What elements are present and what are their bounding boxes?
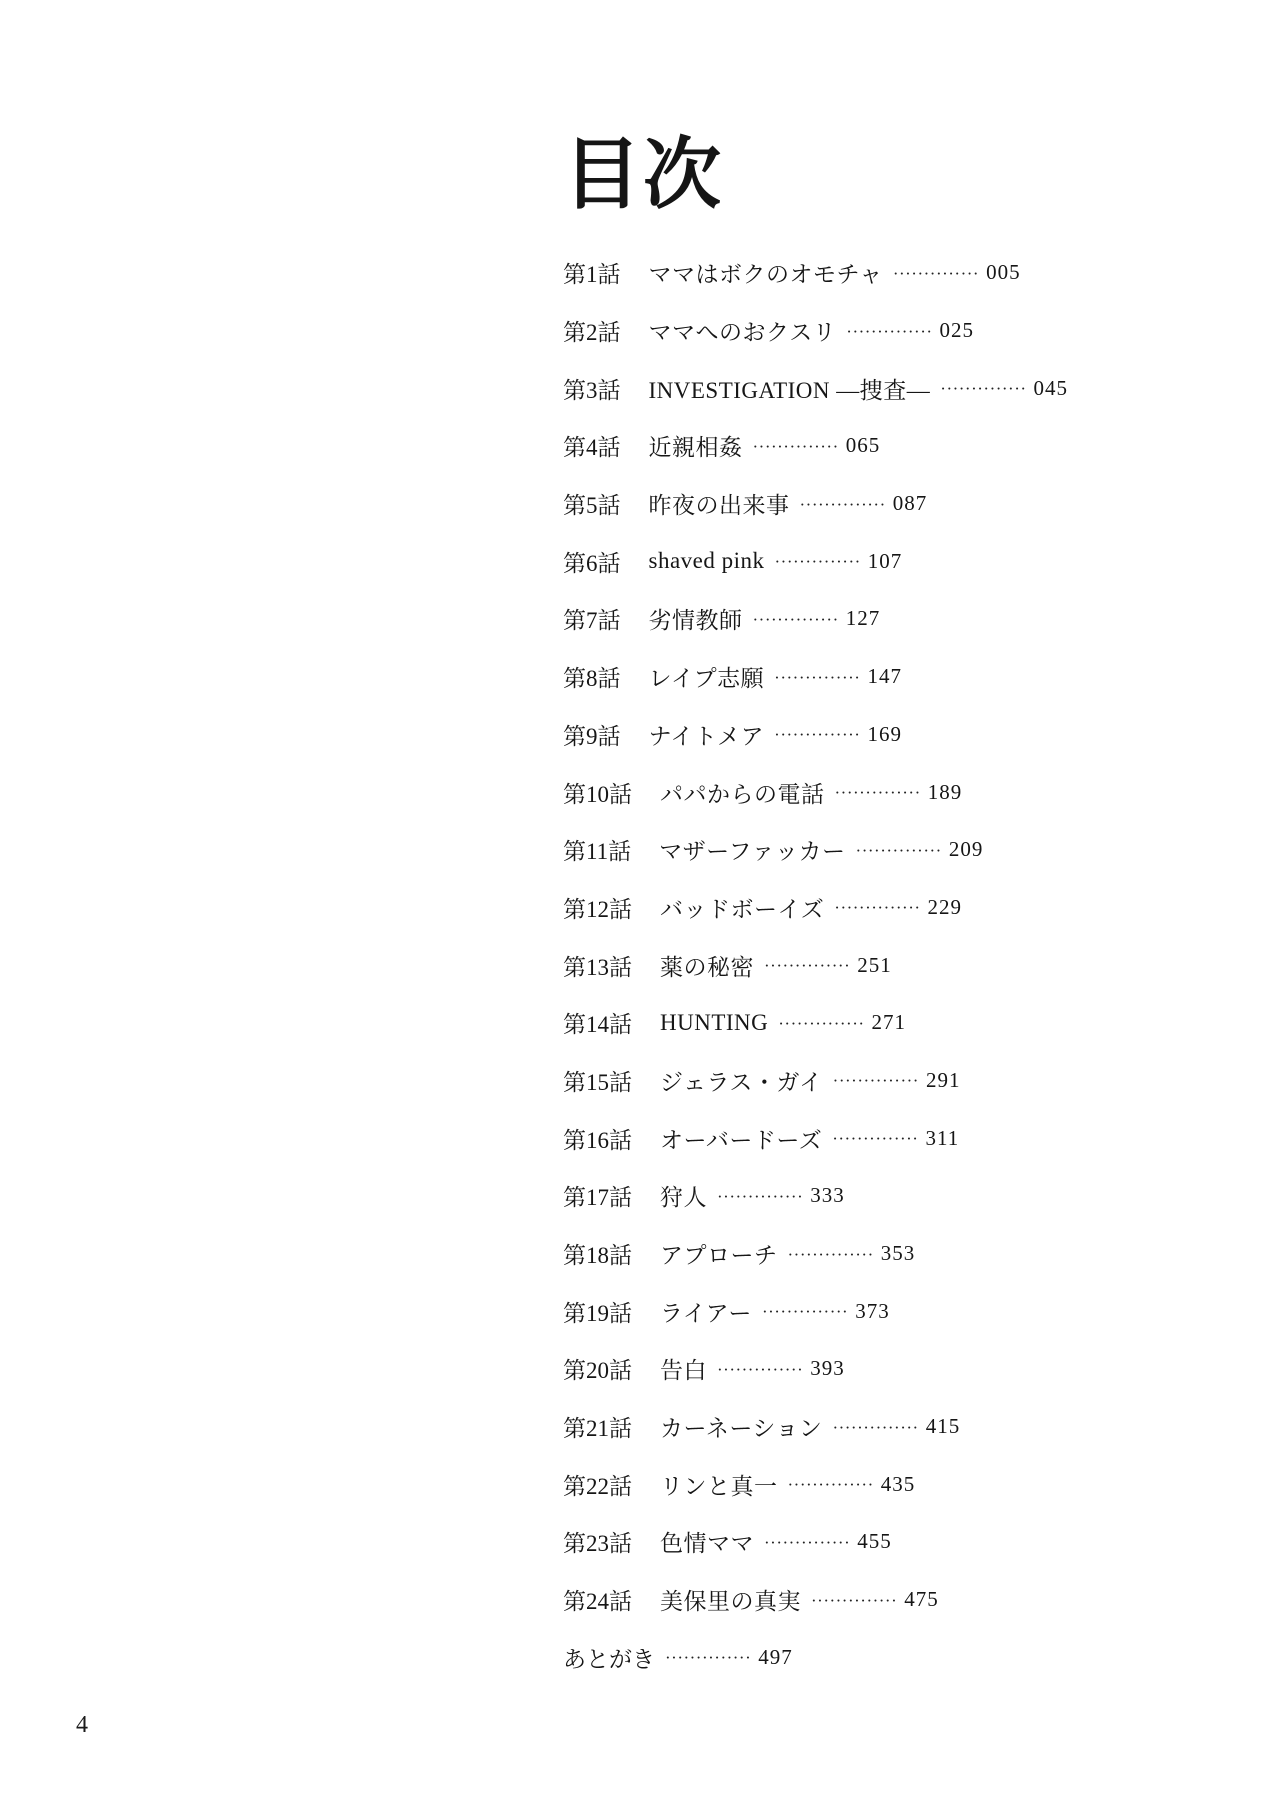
toc-entry xyxy=(563,821,1068,879)
chapter-label: 第8話 xyxy=(563,666,621,692)
leader-dots: ·············· xyxy=(717,1186,804,1206)
leader-dots: ·············· xyxy=(834,898,921,918)
toc-entry xyxy=(563,244,1068,302)
leader-dots: ·············· xyxy=(834,783,921,803)
chapter-label: 第1話 xyxy=(563,262,621,288)
chapter-title: INVESTIGATION ―捜査― xyxy=(648,377,931,403)
chapter-label: 第17話 xyxy=(563,1185,632,1211)
chapter-title: 美保里の真実 xyxy=(660,1589,801,1615)
leader-dots: ·············· xyxy=(787,1475,874,1495)
leader-dots: ·············· xyxy=(665,1648,752,1668)
leader-dots: ·············· xyxy=(752,609,839,629)
chapter-title: レイプ志願 xyxy=(648,666,765,692)
page-title: 目次 xyxy=(563,131,724,218)
toc-entry xyxy=(563,417,1068,475)
toc-entry xyxy=(563,590,1068,648)
chapter-title: HUNTING xyxy=(660,1009,769,1035)
chapter-page-number: 435 xyxy=(880,1471,916,1496)
chapter-title: マザーファッカー xyxy=(659,839,846,865)
toc-entry xyxy=(563,1455,1068,1513)
chapter-title: リンと真一 xyxy=(660,1473,778,1499)
chapter-title: アプローチ xyxy=(660,1243,778,1269)
chapter-title: ママはボクのオモチャ xyxy=(648,262,883,288)
chapter-page-number: 311 xyxy=(925,1125,960,1150)
leader-dots: ·············· xyxy=(832,1129,919,1149)
toc-entry xyxy=(563,763,1068,821)
chapter-title: パパからの電話 xyxy=(660,781,825,807)
chapter-label: 第24話 xyxy=(563,1589,632,1615)
chapter-page-number: 087 xyxy=(892,491,928,516)
toc-entry xyxy=(563,648,1068,706)
chapter-label: 第22話 xyxy=(563,1473,632,1499)
toc-entry xyxy=(563,1629,1068,1687)
leader-dots: ·············· xyxy=(892,263,980,283)
chapter-page-number: 229 xyxy=(927,894,963,919)
toc-entry xyxy=(563,359,1068,417)
chapter-label: 第14話 xyxy=(563,1012,632,1038)
chapter-title: ジェラス・ガイ xyxy=(660,1069,823,1095)
chapter-label: 第7話 xyxy=(563,608,621,634)
chapter-page-number: 147 xyxy=(867,664,902,689)
leader-dots: ·············· xyxy=(940,379,1027,399)
toc-entry xyxy=(563,1225,1068,1283)
chapter-label: 第13話 xyxy=(563,954,632,980)
chapter-title: 告白 xyxy=(660,1358,707,1384)
chapter-page-number: 373 xyxy=(855,1298,890,1323)
chapter-page-number: 169 xyxy=(867,721,902,746)
chapter-page-number: 353 xyxy=(880,1241,916,1266)
leader-dots: ·············· xyxy=(832,1071,919,1091)
toc-entry xyxy=(563,936,1068,994)
toc-entry xyxy=(563,1167,1068,1225)
chapter-title: shaved pink xyxy=(648,548,765,574)
toc-entry xyxy=(563,994,1068,1052)
chapter-label: 第21話 xyxy=(563,1416,632,1442)
chapter-label: 第2話 xyxy=(563,320,621,346)
toc-entry xyxy=(563,1571,1068,1629)
toc-entry xyxy=(563,1340,1068,1398)
leader-dots: ·············· xyxy=(764,1532,851,1552)
leader-dots: ·············· xyxy=(799,494,886,514)
chapter-label: 第10話 xyxy=(563,781,632,807)
leader-dots: ·············· xyxy=(846,321,933,341)
chapter-label: 第5話 xyxy=(563,493,621,519)
chapter-label: 第20話 xyxy=(563,1358,632,1384)
chapter-page-number: 251 xyxy=(857,952,892,977)
chapter-page-number: 045 xyxy=(1033,375,1069,400)
chapter-title: カーネーション xyxy=(660,1416,823,1442)
leader-dots: ·············· xyxy=(832,1417,919,1437)
toc-entry xyxy=(563,302,1068,360)
chapter-label: 第18話 xyxy=(563,1243,632,1269)
leader-dots: ·············· xyxy=(752,436,839,456)
toc-entry xyxy=(563,1109,1068,1167)
toc-entry xyxy=(563,879,1068,937)
chapter-page-number: 127 xyxy=(845,606,881,631)
toc-entry xyxy=(563,1282,1068,1340)
toc-entry xyxy=(563,1513,1068,1571)
toc-entry xyxy=(563,1052,1068,1110)
chapter-title: 狩人 xyxy=(660,1185,707,1211)
leader-dots: ·············· xyxy=(717,1359,804,1379)
chapter-title: 近親相姦 xyxy=(648,435,743,461)
chapter-title: ライアー xyxy=(660,1300,752,1326)
leader-dots: ·············· xyxy=(774,725,861,745)
chapter-label: 第4話 xyxy=(563,435,621,461)
toc-entry xyxy=(563,1398,1068,1456)
chapter-title: 劣情教師 xyxy=(648,608,743,634)
leader-dots: ·············· xyxy=(778,1013,865,1033)
chapter-title: オーバードーズ xyxy=(660,1127,823,1153)
leader-dots: ·············· xyxy=(774,667,861,687)
chapter-page-number: 455 xyxy=(857,1529,892,1554)
chapter-label: 第23話 xyxy=(563,1531,632,1557)
chapter-page-number: 475 xyxy=(904,1587,939,1612)
page-number: 4 xyxy=(76,1712,88,1738)
chapter-label: 第12話 xyxy=(563,896,632,922)
leader-dots: ·············· xyxy=(774,552,861,572)
chapter-title: バッドボーイズ xyxy=(660,896,825,922)
chapter-page-number: 497 xyxy=(758,1644,793,1669)
chapter-label: 第15話 xyxy=(563,1069,632,1095)
chapter-label: 第6話 xyxy=(563,550,621,576)
chapter-label: 第19話 xyxy=(563,1300,632,1326)
chapter-page-number: 025 xyxy=(939,318,975,343)
chapter-title: 色情ママ xyxy=(660,1531,754,1557)
chapter-label: 第3話 xyxy=(563,377,621,403)
chapter-page-number: 107 xyxy=(867,548,903,573)
chapter-label: 第16話 xyxy=(563,1127,632,1153)
toc-entry xyxy=(563,706,1068,764)
toc-entry xyxy=(563,475,1068,533)
chapter-page-number: 065 xyxy=(845,433,881,458)
chapter-page-number: 291 xyxy=(925,1067,961,1092)
toc-list xyxy=(563,244,1068,1686)
toc-entry xyxy=(563,532,1068,590)
chapter-page-number: 333 xyxy=(810,1183,845,1208)
chapter-page-number: 393 xyxy=(810,1356,845,1381)
chapter-page-number: 415 xyxy=(925,1414,961,1439)
chapter-page-number: 209 xyxy=(948,837,984,862)
chapter-label: あとがき xyxy=(563,1646,655,1672)
chapter-page-number: 271 xyxy=(871,1010,907,1035)
chapter-title: 昨夜の出来事 xyxy=(648,493,790,519)
leader-dots: ·············· xyxy=(764,956,851,976)
leader-dots: ·············· xyxy=(761,1302,849,1322)
leader-dots: ·············· xyxy=(855,840,942,860)
leader-dots: ·············· xyxy=(811,1590,898,1610)
chapter-page-number: 189 xyxy=(927,779,963,804)
chapter-label: 第11話 xyxy=(563,839,632,865)
chapter-page-number: 005 xyxy=(986,260,1021,285)
leader-dots: ·············· xyxy=(787,1244,874,1264)
chapter-title: 薬の秘密 xyxy=(660,954,754,980)
chapter-title: ママへのおクスリ xyxy=(648,320,837,346)
chapter-label: 第9話 xyxy=(563,723,621,749)
chapter-title: ナイトメア xyxy=(648,723,765,749)
